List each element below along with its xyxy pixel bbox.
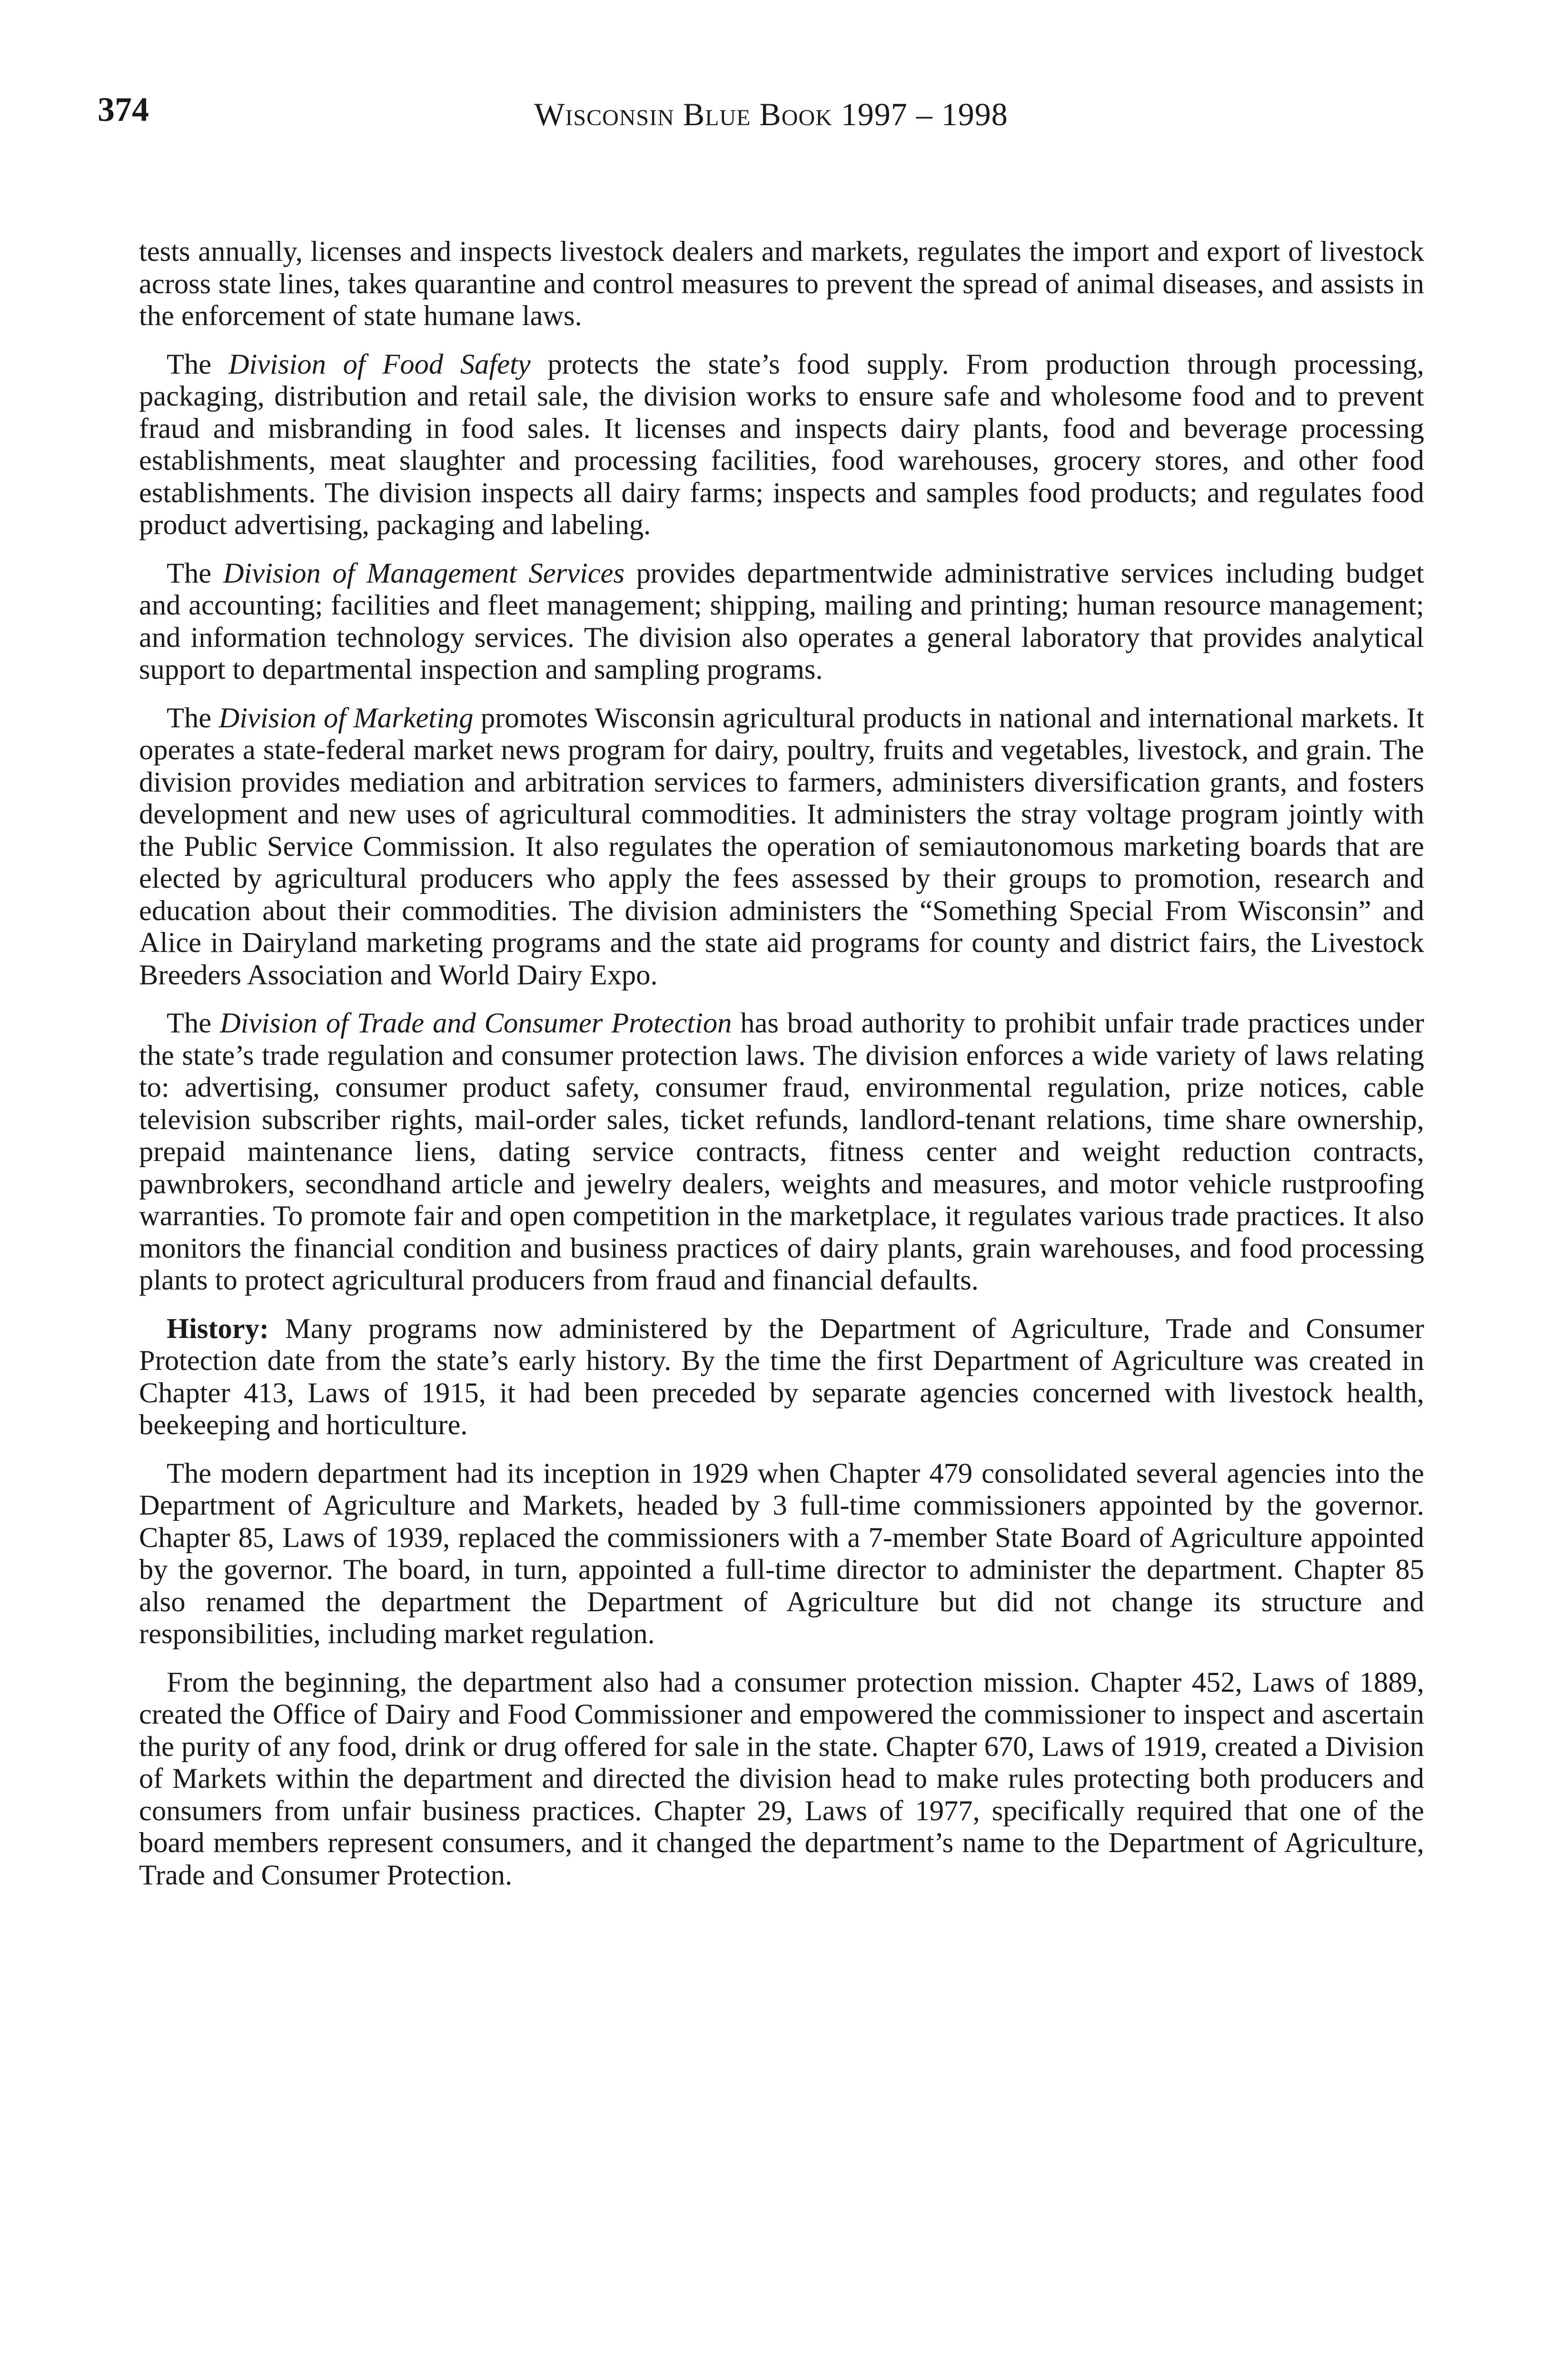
history-heading: History:: [167, 1312, 269, 1345]
paragraph-modern-department: [139, 1458, 1424, 1650]
paragraph-lead: The: [167, 557, 223, 589]
division-name: Division of Management Services: [223, 557, 625, 589]
paragraph-management-services: [139, 557, 1424, 686]
paragraph-text: protects the state’s food supply. From production through processing, packaging, distribution and retail sale, the division works to ensure safe and wholesome food and to prevent fraud and misbranding in food sales. It licenses and inspects dairy plants, food and beverage processing establishments, meat slaughter and processing facilities, food warehouses, grocery stores, and other food establishments. The division inspects all dairy farms; inspects and samples food products; and regulates food product advertising, packaging and labeling.: [139, 348, 1424, 541]
paragraph-lead: The: [167, 1007, 220, 1039]
paragraph-text: The modern department had its inception in 1929 when Chapter 479 consolidated several agencies into the Department of Agriculture and Markets, headed by 3 full-time commissioners appointed by the governor. Chapter 85, Laws of 1939, replaced the commissioners with a 7-member State Board of Agriculture appointed by the governor. The board, in turn, appointed a full-time director to administer the department. Chapter 85 also renamed the department the Department of Agriculture but did not change its structure and responsibilities, including market regulation.: [139, 1457, 1424, 1650]
paragraph-livestock: [139, 236, 1424, 332]
body-text: [139, 236, 1424, 1907]
paragraph-history: [139, 1313, 1424, 1441]
running-title: Wisconsin Blue Book 1997 – 1998: [534, 96, 1008, 132]
paragraph-text: tests annually, licenses and inspects livestock dealers and markets, regulates the import and export of livestock across state lines, takes quarantine and control measures to prevent the spread of animal diseases, and assists in the enforcement of state humane laws.: [139, 236, 1424, 332]
paragraph-marketing: [139, 702, 1424, 992]
paragraph-consumer-mission: [139, 1666, 1424, 1892]
paragraph-text: From the beginning, the department also had a consumer protection mission. Chapter 452, Laws of 1889, created the Office of Dairy and Food Commissioner and empowered the commissioner to inspect and ascertain the purity of any food, drink or drug offered for sale in the state. Chapter 670, Laws of 1919, created a Division of Markets within the department and directed the division head to make rules protecting both producers and consumers from unfair business practices. Chapter 29, Laws of 1977, specifically required that one of the board members represent consumers, and it changed the department’s name to the Department of Agriculture, Trade and Consumer Protection.: [139, 1666, 1424, 1891]
division-name: Division of Marketing: [218, 702, 474, 734]
paragraph-food-safety: [139, 348, 1424, 541]
paragraph-trade-consumer-protection: [139, 1007, 1424, 1297]
page-number: 374: [98, 90, 149, 129]
division-name: Division of Trade and Consumer Protection: [219, 1007, 732, 1039]
paragraph-text: has broad authority to prohibit unfair trade practices under the state’s trade regulation and consumer protection laws. The division enforces a wide variety of laws relating to: advertising, consumer product safety, consumer fraud, environmental regulation, prize notices, cable television subscriber rights, mail-order sales, ticket refunds, landlord-tenant relations, time share ownership, prepaid maintenance liens, dating service contracts, fitness center and weight reduction contracts, pawnbrokers, secondhand article and jewelry dealers, weights and measures, and motor vehicle rustproofing warranties. To promote fair and open competition in the marketplace, it regulates various trade practices. It also monitors the financial condition and business practices of dairy plants, grain warehouses, and food processing plants to protect agricultural producers from fraud and financial defaults.: [139, 1007, 1425, 1296]
paragraph-lead: The: [167, 348, 228, 380]
page-header: [98, 83, 1445, 136]
paragraph-text: provides departmentwide administrative services including budget and accounting; facilities and fleet management; shipping, mailing and printing; human resource management; and information technology services. The division also operates a general laboratory that provides analytical support to departmental inspection and sampling programs.: [139, 557, 1425, 685]
paragraph-text: promotes Wisconsin agricultural products in national and international markets. It operates a state-federal market news program for dairy, poultry, fruits and vegetables, livestock, and grain. The division provides mediation and arbitration services to farmers, administers diversification grants, and fosters development and new uses of agricultural commodities. It administers the stray voltage program jointly with the Public Service Commission. It also regulates the operation of semiautonomous marketing boards that are elected by agricultural producers who apply the fees assessed by their groups to promotion, research and education about their commodities. The division administers the “Something Special From Wisconsin” and Alice in Dairyland marketing programs and the state aid programs for county and district fairs, the Livestock Breeders Association and World Dairy Expo.: [139, 702, 1425, 991]
paragraph-lead: The: [167, 702, 219, 734]
division-name: Division of Food Safety: [228, 348, 531, 380]
paragraph-text: Many programs now administered by the Department of Agriculture, Trade and Consumer Protection date from the state’s early history. By the time the first Department of Agriculture was created in Chapter 413, Laws of 1915, it had been preceded by separate agencies concerned with livestock health, beekeeping and horticulture.: [139, 1312, 1424, 1441]
